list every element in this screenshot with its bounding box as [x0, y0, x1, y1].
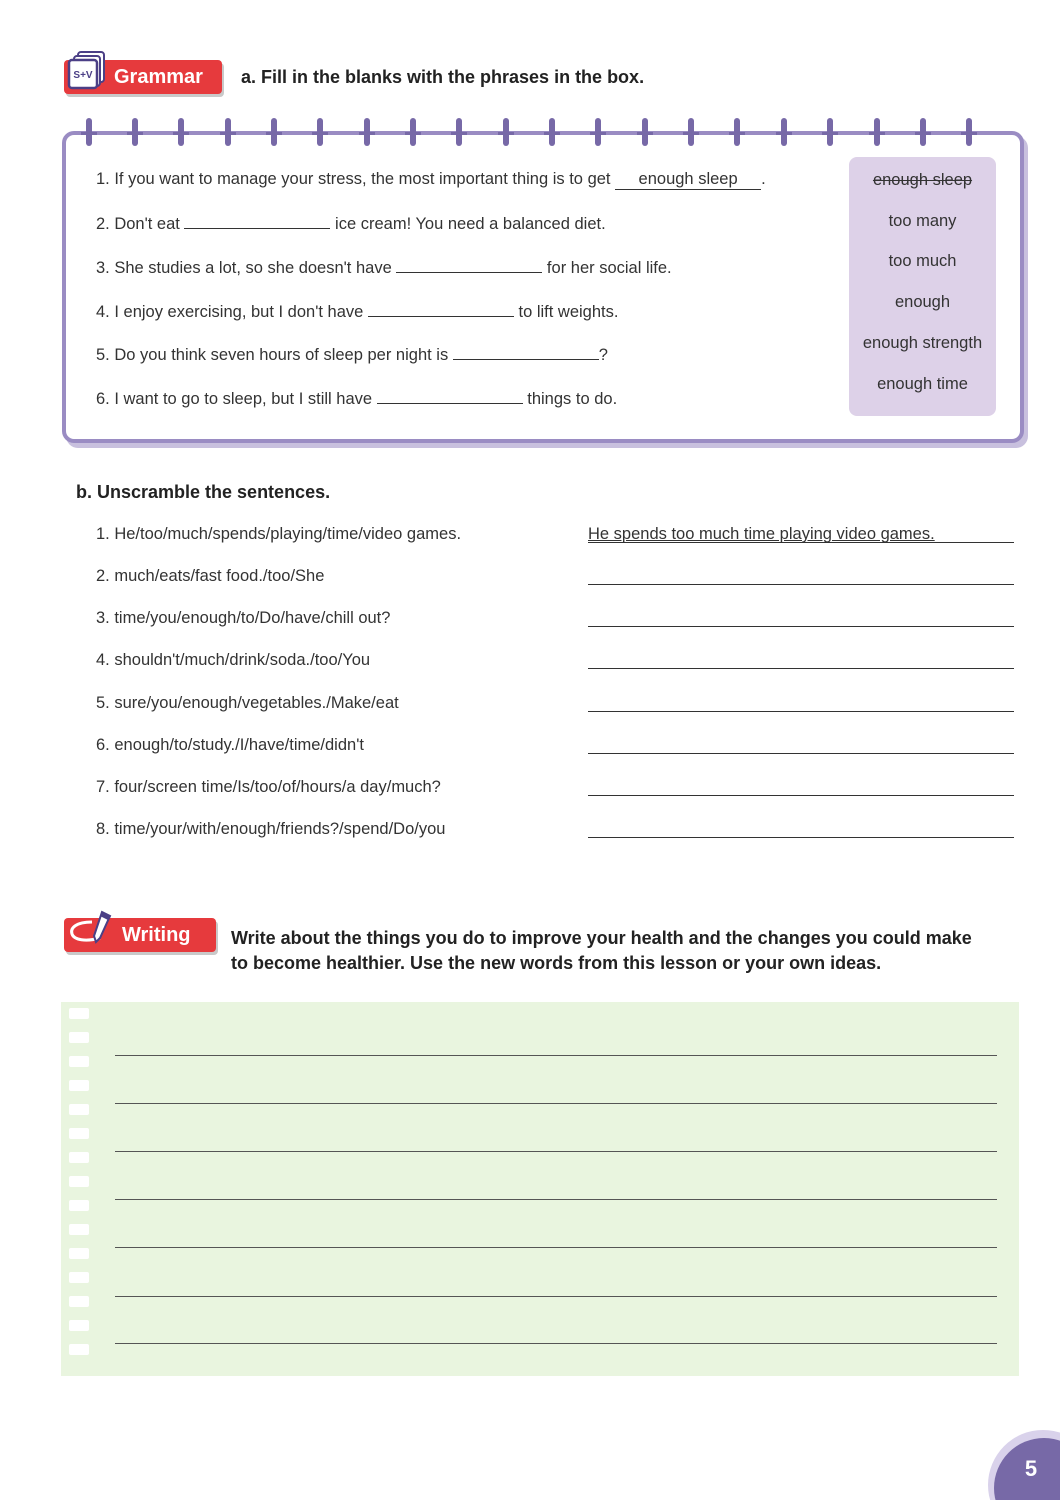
writing-line[interactable] [115, 1151, 997, 1152]
ring-icon [503, 118, 509, 146]
writing-area[interactable] [61, 1002, 1019, 1376]
pencil-icon [66, 908, 118, 952]
ring-icon [734, 118, 740, 146]
answer-line[interactable] [588, 734, 1014, 754]
grammar-instruction: a. Fill in the blanks with the phrases in the box. [241, 67, 645, 87]
notebook-rings [62, 118, 1024, 148]
unscramble-item: 1. He/too/much/spends/playing/time/video games. [96, 525, 462, 543]
writing-prompt: Write about the things you do to improve your health and the changes you could make to become healthier. Use the new words from this lesson or your own ideas. [231, 928, 972, 973]
unscramble-item: 5. sure/you/enough/vegetables./Make/eat [96, 694, 399, 712]
writing-line[interactable] [115, 1343, 997, 1344]
writing-tag-label: Writing [122, 923, 191, 946]
fill-item-text: to lift weights. [513, 303, 619, 321]
ring-icon [827, 118, 833, 146]
fill-item [96, 344, 608, 365]
word-box-item: enough [894, 293, 951, 311]
fill-item-text: ? [598, 346, 608, 364]
answer-line[interactable] [588, 818, 1014, 838]
word-box-item: too many [888, 212, 957, 230]
fill-item-text: 2. Don't eat [96, 215, 185, 233]
unscramble-item: 3. time/you/enough/to/Do/have/chill out? [96, 609, 391, 627]
ring-icon [688, 118, 694, 146]
ring-icon [271, 118, 277, 146]
ring-icon [920, 118, 926, 146]
unscramble-item: 7. four/screen time/Is/too/of/hours/a day/much? [96, 778, 441, 796]
ring-icon [317, 118, 323, 146]
answer-blank[interactable] [184, 213, 330, 229]
fill-item [96, 213, 606, 234]
word-box-item: enough time [877, 375, 968, 393]
ring-icon [966, 118, 972, 146]
fill-item-text: 6. I want to go to sleep, but I still have [96, 390, 377, 408]
word-box-item: enough sleep [872, 171, 973, 189]
unscramble-item: 2. much/eats/fast food./too/She [96, 567, 325, 585]
ring-icon [178, 118, 184, 146]
answer-line[interactable] [588, 565, 1014, 585]
ring-icon [86, 118, 92, 146]
notebook-perforations [61, 1006, 93, 1366]
writing-line[interactable] [115, 1199, 997, 1200]
page-number: 5 [1024, 1456, 1038, 1481]
cards-icon-text: S+V [73, 70, 93, 81]
ring-icon [874, 118, 880, 146]
word-box-item: enough strength [862, 334, 983, 352]
cards-icon [66, 50, 108, 90]
fill-item-text: for her social life. [542, 259, 672, 277]
writing-line[interactable] [115, 1296, 997, 1297]
answer-blank[interactable] [377, 388, 523, 404]
fill-item-text: . [761, 170, 766, 188]
ring-icon [642, 118, 648, 146]
answer-blank[interactable] [368, 301, 514, 317]
answer-line[interactable] [588, 607, 1014, 627]
example-answer: He spends too much time playing video games. [588, 525, 935, 543]
fill-item-text: 4. I enjoy exercising, but I don't have [96, 303, 368, 321]
writing-line[interactable] [115, 1055, 997, 1056]
unscramble-item: 8. time/your/with/enough/friends?/spend/Do/you [96, 820, 446, 838]
answer-line[interactable] [588, 649, 1014, 669]
answer-blank[interactable] [396, 257, 542, 273]
unscramble-item: 6. enough/to/study./I/have/time/didn't [96, 736, 364, 754]
answer-blank[interactable]: enough sleep [615, 170, 761, 190]
answer-line[interactable] [588, 776, 1014, 796]
answer-line[interactable] [588, 692, 1014, 712]
fill-item [96, 301, 618, 322]
writing-line[interactable] [115, 1247, 997, 1248]
answer-blank[interactable] [453, 344, 599, 360]
fill-item-text: 3. She studies a lot, so she doesn't have [96, 259, 397, 277]
ring-icon [595, 118, 601, 146]
unscramble-instruction: b. Unscramble the sentences. [76, 482, 331, 502]
word-box-item: too much [888, 252, 957, 270]
ring-icon [456, 118, 462, 146]
fill-item-text: 5. Do you think seven hours of sleep per night is [96, 346, 453, 364]
ring-icon [364, 118, 370, 146]
ring-icon [781, 118, 787, 146]
fill-item-text: ice cream! You need a balanced diet. [330, 215, 606, 233]
fill-item [96, 257, 672, 278]
fill-item [96, 170, 766, 190]
grammar-tag-label: Grammar [114, 65, 203, 88]
fill-item [96, 388, 617, 409]
ring-icon [410, 118, 416, 146]
ring-icon [225, 118, 231, 146]
fill-item-text: things to do. [522, 390, 618, 408]
writing-line[interactable] [115, 1103, 997, 1104]
unscramble-item: 4. shouldn't/much/drink/soda./too/You [96, 651, 371, 669]
ring-icon [549, 118, 555, 146]
ring-icon [132, 118, 138, 146]
fill-item-text: 1. If you want to manage your stress, the most important thing is to get [96, 170, 616, 188]
